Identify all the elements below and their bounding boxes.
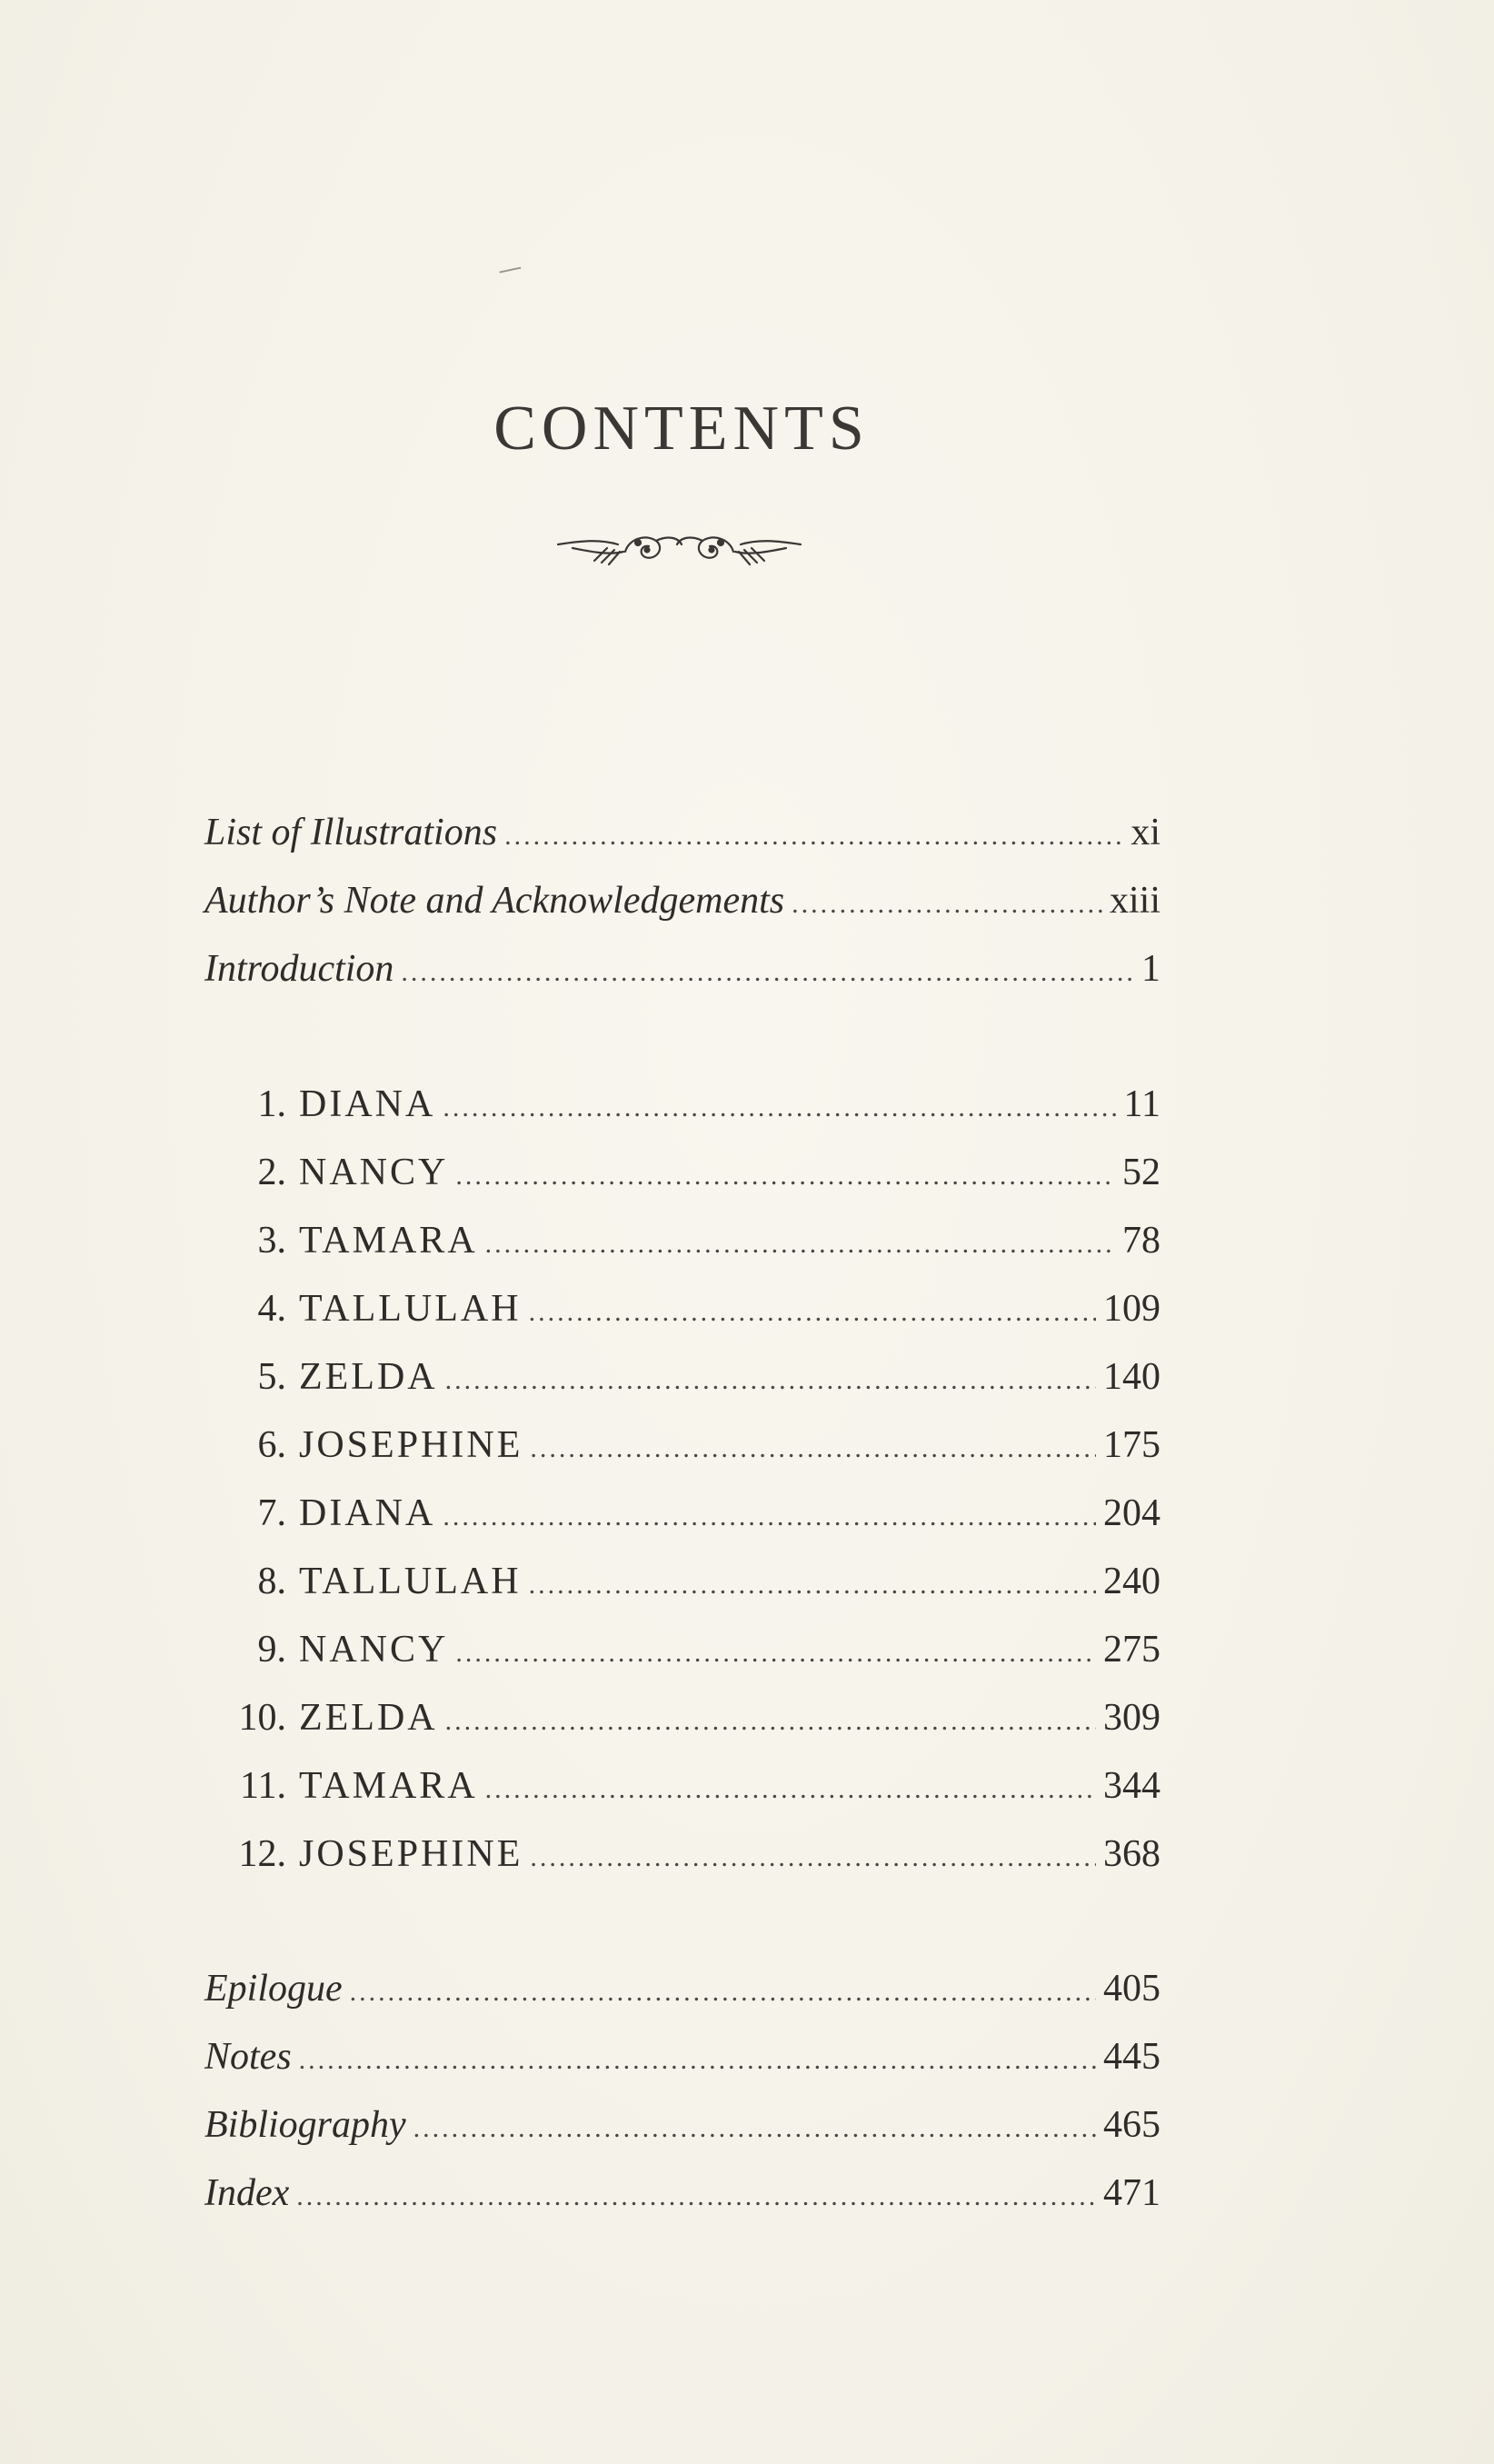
chapter-number: 3. (257, 1220, 286, 1262)
toc-page-number: 109 (1103, 1288, 1160, 1330)
toc-entry-chapter-12[interactable] (204, 1832, 1160, 1900)
chapter-title: JOSEPHINE (299, 1833, 523, 1875)
toc-page-number: 368 (1103, 1833, 1160, 1875)
chapter-number: 4. (257, 1288, 286, 1330)
toc-entry-chapter-10[interactable] (204, 1696, 1160, 1764)
page-title: CONTENTS (493, 394, 870, 464)
chapter-title: DIANA (299, 1492, 436, 1534)
dot-leader (530, 1433, 1096, 1464)
chapter-title: ZELDA (299, 1356, 438, 1398)
chapter-title: ZELDA (299, 1697, 438, 1739)
chapter-number: 7. (257, 1492, 286, 1534)
dot-leader (529, 1297, 1096, 1328)
toc-entry-chapter-5[interactable] (204, 1355, 1160, 1423)
toc-page-number: 405 (1103, 1968, 1160, 2010)
dot-leader (445, 1365, 1096, 1396)
chapter-number: 1. (257, 1083, 286, 1125)
chapter-number: 12. (238, 1833, 286, 1875)
dot-leader (401, 957, 1134, 988)
toc-entry-chapter-8[interactable] (204, 1560, 1160, 1628)
dot-leader (296, 2181, 1096, 2212)
toc-page-number: 1 (1141, 948, 1160, 990)
dot-leader (529, 1570, 1096, 1601)
dot-leader (485, 1229, 1115, 1260)
chapter-number: 8. (257, 1561, 286, 1602)
chapter-title: TAMARA (299, 1765, 478, 1807)
dot-leader (792, 889, 1102, 920)
chapter-number: 2. (257, 1152, 286, 1193)
toc-entry-chapter-2[interactable] (204, 1151, 1160, 1219)
chapter-list (204, 1082, 1160, 1900)
front-matter-list (204, 811, 1160, 1015)
toc-entry-label: Bibliography (204, 2104, 406, 2146)
toc-page-number: 78 (1122, 1220, 1160, 1262)
toc-page-number: 240 (1103, 1561, 1160, 1602)
toc-entry-label: Index (204, 2172, 290, 2214)
toc-entry-label: Author’s Note and Acknowledgements (204, 880, 785, 922)
chapter-title: NANCY (299, 1629, 449, 1671)
toc-page-number: 52 (1122, 1152, 1160, 1193)
toc-page-number: 11 (1123, 1083, 1160, 1125)
dot-leader (530, 1842, 1096, 1873)
toc-entry-bibliography[interactable] (204, 2103, 1160, 2171)
toc-entry-list-of-illustrations[interactable] (204, 811, 1160, 879)
toc-entry-introduction[interactable] (204, 947, 1160, 1015)
toc-entry-chapter-9[interactable] (204, 1628, 1160, 1696)
toc-entry-chapter-4[interactable] (204, 1287, 1160, 1355)
toc-page-number: 175 (1103, 1424, 1160, 1466)
toc-entry-epilogue[interactable] (204, 1967, 1160, 2035)
toc-page-number: xiii (1109, 880, 1160, 922)
dot-leader (455, 1161, 1115, 1192)
toc-page-number: 140 (1103, 1356, 1160, 1398)
toc-entry-label: List of Illustrations (204, 812, 498, 853)
toc-entry-authors-note[interactable] (204, 879, 1160, 947)
chapter-number: 10. (238, 1697, 286, 1739)
toc-entry-chapter-1[interactable] (204, 1082, 1160, 1151)
chapter-title: TALLULAH (299, 1288, 522, 1330)
chapter-title: JOSEPHINE (299, 1424, 523, 1466)
toc-entry-chapter-7[interactable] (204, 1491, 1160, 1560)
toc-page-number: 309 (1103, 1697, 1160, 1739)
chapter-title: DIANA (299, 1083, 436, 1125)
chapter-number: 11. (240, 1765, 286, 1807)
flourish-ornament-icon (554, 524, 804, 572)
toc-page-number: 445 (1103, 2036, 1160, 2078)
toc-entry-chapter-11[interactable] (204, 1764, 1160, 1832)
table-of-contents (204, 811, 1160, 2240)
dot-leader (443, 1501, 1096, 1532)
toc-entry-notes[interactable] (204, 2035, 1160, 2103)
dot-leader (350, 1977, 1096, 2008)
toc-entry-label: Introduction (204, 948, 394, 990)
toc-page-number: xi (1130, 812, 1160, 853)
chapter-title: TAMARA (299, 1220, 478, 1262)
dot-leader (455, 1638, 1096, 1669)
chapter-number: 6. (257, 1424, 286, 1466)
dot-leader (413, 2113, 1096, 2144)
toc-page-number: 204 (1103, 1492, 1160, 1534)
dot-leader (299, 2045, 1096, 2076)
toc-entry-label: Epilogue (204, 1968, 343, 2010)
chapter-title: TALLULAH (299, 1561, 522, 1602)
chapter-number: 9. (257, 1629, 286, 1671)
back-matter-list (204, 1967, 1160, 2240)
toc-entry-label: Notes (204, 2036, 292, 2078)
dot-leader (443, 1092, 1116, 1123)
toc-page-number: 275 (1103, 1629, 1160, 1671)
dot-leader (445, 1706, 1096, 1737)
toc-entry-chapter-6[interactable] (204, 1423, 1160, 1491)
dot-leader (485, 1774, 1096, 1805)
toc-page-number: 471 (1103, 2172, 1160, 2214)
paper-mark (499, 267, 522, 279)
toc-page-number: 465 (1103, 2104, 1160, 2146)
toc-page-number: 344 (1103, 1765, 1160, 1807)
chapter-title: NANCY (299, 1152, 449, 1193)
chapter-number: 5. (257, 1356, 286, 1398)
dot-leader (504, 821, 1123, 852)
toc-entry-index[interactable] (204, 2171, 1160, 2240)
toc-entry-chapter-3[interactable] (204, 1219, 1160, 1287)
